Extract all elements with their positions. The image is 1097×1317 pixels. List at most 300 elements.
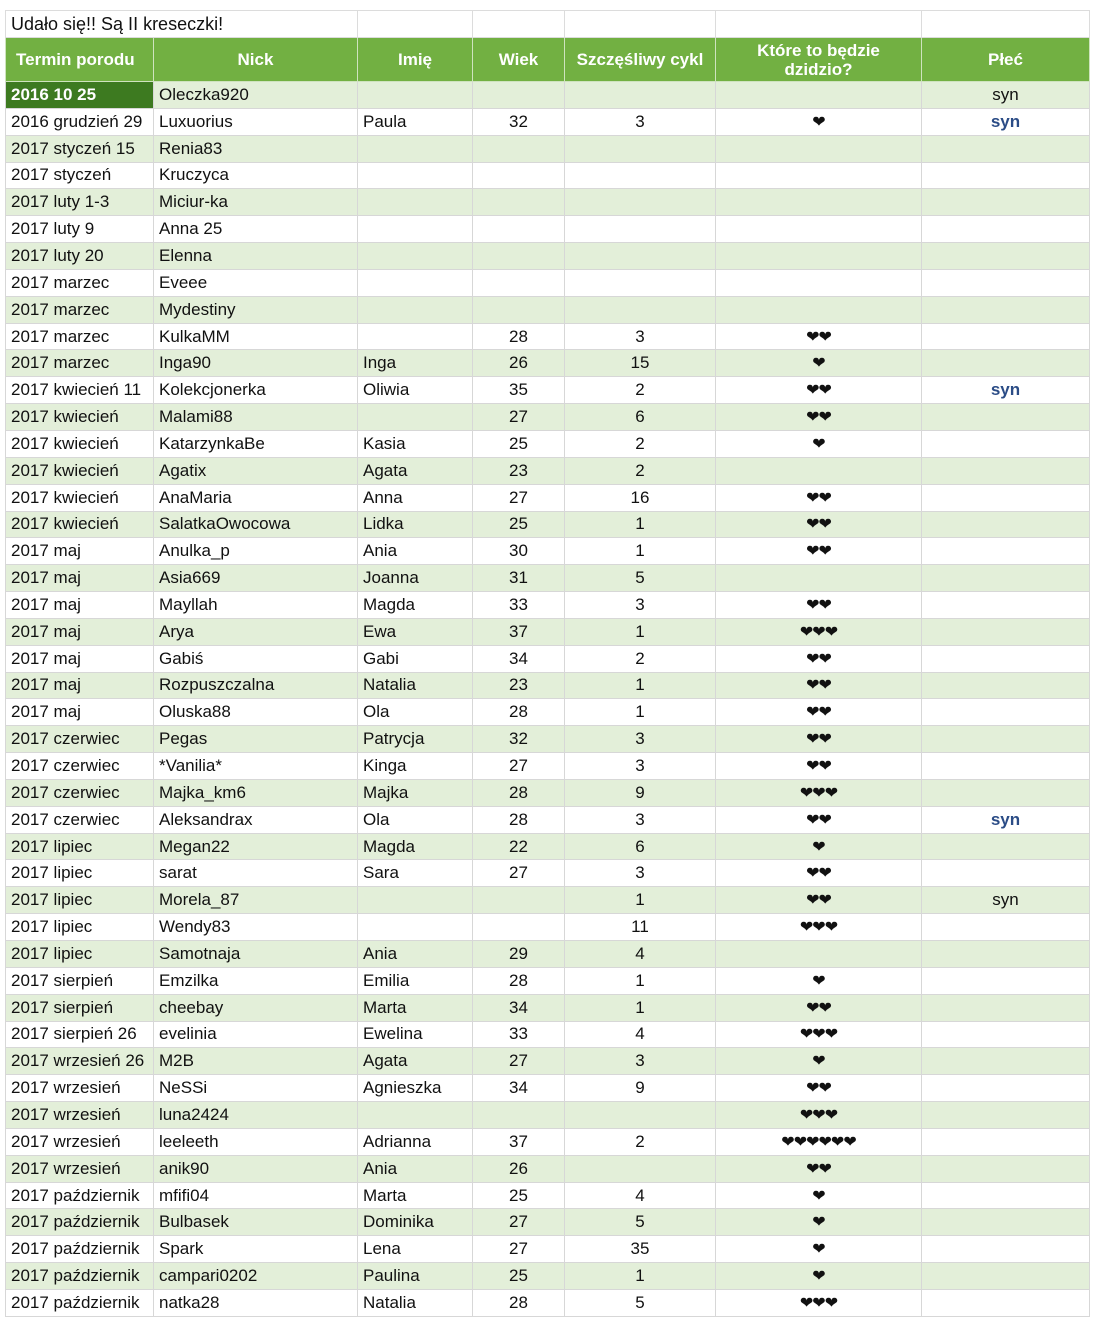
cell-imie[interactable]: Dominika <box>358 1209 473 1236</box>
cell-termin[interactable]: 2017 lipiec <box>6 860 154 887</box>
cell-nick[interactable]: leeleeth <box>154 1128 358 1155</box>
cell-cykl[interactable]: 11 <box>565 914 716 941</box>
cell-cykl[interactable]: 1 <box>565 538 716 565</box>
cell-plec[interactable] <box>922 296 1090 323</box>
cell-plec[interactable] <box>922 1209 1090 1236</box>
cell-termin[interactable]: 2017 maj <box>6 618 154 645</box>
cell-imie[interactable] <box>358 914 473 941</box>
sheet-title[interactable]: Udało się!! Są II kreseczki! <box>6 11 358 38</box>
cell-wiek[interactable] <box>473 135 565 162</box>
cell-wiek[interactable]: 31 <box>473 565 565 592</box>
cell-plec[interactable]: syn <box>922 806 1090 833</box>
cell-plec[interactable] <box>922 1102 1090 1129</box>
cell-plec[interactable] <box>922 1128 1090 1155</box>
cell-nick[interactable]: NeSSi <box>154 1075 358 1102</box>
cell-cykl[interactable] <box>565 162 716 189</box>
cell-termin[interactable]: 2017 maj <box>6 645 154 672</box>
cell-cykl[interactable]: 6 <box>565 833 716 860</box>
cell-plec[interactable] <box>922 1155 1090 1182</box>
cell-termin[interactable]: 2017 styczeń <box>6 162 154 189</box>
cell-cykl[interactable]: 4 <box>565 1182 716 1209</box>
cell-cykl[interactable]: 1 <box>565 967 716 994</box>
cell-wiek[interactable]: 26 <box>473 350 565 377</box>
cell-imie[interactable]: Ola <box>358 806 473 833</box>
cell-imie[interactable] <box>358 296 473 323</box>
cell-termin[interactable]: 2017 maj <box>6 538 154 565</box>
cell-dzidzio[interactable] <box>716 269 922 296</box>
cell-wiek[interactable]: 37 <box>473 1128 565 1155</box>
cell-imie[interactable] <box>358 269 473 296</box>
header-termin-porodu[interactable]: Termin porodu <box>6 38 154 82</box>
cell-imie[interactable]: Marta <box>358 994 473 1021</box>
title-empty-cell[interactable] <box>565 11 716 38</box>
cell-wiek[interactable]: 25 <box>473 430 565 457</box>
cell-cykl[interactable]: 15 <box>565 350 716 377</box>
cell-imie[interactable] <box>358 323 473 350</box>
cell-termin[interactable]: 2017 sierpień <box>6 994 154 1021</box>
header-ktore-dzidzio[interactable]: Które to będzie dzidzio? <box>716 38 922 82</box>
cell-cykl[interactable]: 5 <box>565 1289 716 1316</box>
cell-nick[interactable]: Gabiś <box>154 645 358 672</box>
cell-dzidzio[interactable] <box>716 753 922 780</box>
cell-nick[interactable]: evelinia <box>154 1021 358 1048</box>
cell-wiek[interactable]: 27 <box>473 1236 565 1263</box>
title-empty-cell[interactable] <box>358 11 473 38</box>
cell-cykl[interactable]: 6 <box>565 404 716 431</box>
cell-dzidzio[interactable] <box>716 1289 922 1316</box>
cell-termin[interactable]: 2017 maj <box>6 672 154 699</box>
cell-wiek[interactable]: 25 <box>473 511 565 538</box>
cell-imie[interactable]: Joanna <box>358 565 473 592</box>
cell-cykl[interactable]: 3 <box>565 753 716 780</box>
cell-cykl[interactable]: 2 <box>565 377 716 404</box>
cell-plec[interactable] <box>922 618 1090 645</box>
cell-plec[interactable] <box>922 511 1090 538</box>
cell-plec[interactable] <box>922 1289 1090 1316</box>
cell-dzidzio[interactable] <box>716 645 922 672</box>
cell-imie[interactable]: Oliwia <box>358 377 473 404</box>
cell-termin[interactable]: 2017 lipiec <box>6 941 154 968</box>
cell-imie[interactable]: Paulina <box>358 1263 473 1290</box>
cell-nick[interactable]: M2B <box>154 1048 358 1075</box>
cell-cykl[interactable]: 2 <box>565 430 716 457</box>
cell-plec[interactable] <box>922 457 1090 484</box>
cell-imie[interactable]: Ewa <box>358 618 473 645</box>
cell-imie[interactable]: Patrycja <box>358 726 473 753</box>
cell-dzidzio[interactable] <box>716 430 922 457</box>
cell-wiek[interactable] <box>473 243 565 270</box>
cell-cykl[interactable] <box>565 216 716 243</box>
cell-plec[interactable] <box>922 726 1090 753</box>
cell-imie[interactable]: Natalia <box>358 1289 473 1316</box>
cell-plec[interactable] <box>922 699 1090 726</box>
cell-wiek[interactable]: 27 <box>473 860 565 887</box>
cell-imie[interactable]: Ewelina <box>358 1021 473 1048</box>
cell-plec[interactable] <box>922 1075 1090 1102</box>
cell-nick[interactable]: Morela_87 <box>154 887 358 914</box>
cell-cykl[interactable] <box>565 1155 716 1182</box>
cell-plec[interactable] <box>922 269 1090 296</box>
header-nick[interactable]: Nick <box>154 38 358 82</box>
cell-dzidzio[interactable] <box>716 914 922 941</box>
cell-nick[interactable]: Samotnaja <box>154 941 358 968</box>
cell-wiek[interactable]: 28 <box>473 699 565 726</box>
cell-termin[interactable]: 2017 wrzesień 26 <box>6 1048 154 1075</box>
cell-termin[interactable]: 2017 wrzesień <box>6 1155 154 1182</box>
cell-dzidzio[interactable] <box>716 323 922 350</box>
cell-plec[interactable] <box>922 645 1090 672</box>
cell-dzidzio[interactable] <box>716 135 922 162</box>
title-empty-cell[interactable] <box>473 11 565 38</box>
cell-termin[interactable]: 2017 sierpień 26 <box>6 1021 154 1048</box>
cell-imie[interactable] <box>358 135 473 162</box>
cell-nick[interactable]: SalatkaOwocowa <box>154 511 358 538</box>
cell-nick[interactable]: Kolekcjonerka <box>154 377 358 404</box>
cell-dzidzio[interactable] <box>716 618 922 645</box>
cell-plec[interactable] <box>922 538 1090 565</box>
cell-nick[interactable]: Miciur-ka <box>154 189 358 216</box>
cell-nick[interactable]: anik90 <box>154 1155 358 1182</box>
cell-termin[interactable]: 2016 grudzień 29 <box>6 108 154 135</box>
cell-plec[interactable] <box>922 672 1090 699</box>
cell-nick[interactable]: Megan22 <box>154 833 358 860</box>
cell-imie[interactable]: Magda <box>358 833 473 860</box>
cell-nick[interactable]: Spark <box>154 1236 358 1263</box>
cell-dzidzio[interactable] <box>716 994 922 1021</box>
cell-plec[interactable] <box>922 404 1090 431</box>
header-wiek[interactable]: Wiek <box>473 38 565 82</box>
cell-imie[interactable]: Majka <box>358 779 473 806</box>
cell-termin[interactable]: 2017 kwiecień <box>6 484 154 511</box>
cell-termin[interactable]: 2017 marzec <box>6 350 154 377</box>
cell-nick[interactable]: Anna 25 <box>154 216 358 243</box>
cell-wiek[interactable]: 27 <box>473 1048 565 1075</box>
cell-wiek[interactable]: 29 <box>473 941 565 968</box>
cell-dzidzio[interactable] <box>716 457 922 484</box>
cell-dzidzio[interactable] <box>716 296 922 323</box>
cell-nick[interactable]: natka28 <box>154 1289 358 1316</box>
cell-cykl[interactable]: 1 <box>565 618 716 645</box>
cell-nick[interactable]: Luxuorius <box>154 108 358 135</box>
cell-cykl[interactable] <box>565 243 716 270</box>
cell-dzidzio[interactable] <box>716 592 922 619</box>
cell-dzidzio[interactable] <box>716 1102 922 1129</box>
cell-plec[interactable] <box>922 216 1090 243</box>
cell-termin[interactable]: 2017 marzec <box>6 269 154 296</box>
cell-wiek[interactable]: 28 <box>473 1289 565 1316</box>
cell-cykl[interactable] <box>565 296 716 323</box>
cell-imie[interactable]: Natalia <box>358 672 473 699</box>
cell-nick[interactable]: *Vanilia* <box>154 753 358 780</box>
cell-nick[interactable]: Majka_km6 <box>154 779 358 806</box>
cell-imie[interactable] <box>358 162 473 189</box>
cell-termin[interactable]: 2016 10 25 <box>6 82 154 109</box>
cell-dzidzio[interactable] <box>716 779 922 806</box>
cell-plec[interactable] <box>922 162 1090 189</box>
cell-plec[interactable] <box>922 484 1090 511</box>
cell-imie[interactable]: Agata <box>358 1048 473 1075</box>
cell-wiek[interactable]: 34 <box>473 1075 565 1102</box>
cell-termin[interactable]: 2017 kwiecień <box>6 404 154 431</box>
cell-cykl[interactable] <box>565 135 716 162</box>
cell-termin[interactable]: 2017 wrzesień <box>6 1102 154 1129</box>
cell-nick[interactable]: Arya <box>154 618 358 645</box>
cell-imie[interactable] <box>358 1102 473 1129</box>
cell-termin[interactable]: 2017 kwiecień <box>6 457 154 484</box>
cell-dzidzio[interactable] <box>716 1209 922 1236</box>
cell-nick[interactable]: Oleczka920 <box>154 82 358 109</box>
cell-imie[interactable]: Ania <box>358 1155 473 1182</box>
cell-termin[interactable]: 2017 sierpień <box>6 967 154 994</box>
cell-wiek[interactable]: 32 <box>473 726 565 753</box>
cell-cykl[interactable]: 9 <box>565 779 716 806</box>
cell-plec[interactable] <box>922 860 1090 887</box>
cell-termin[interactable]: 2017 czerwiec <box>6 753 154 780</box>
cell-plec[interactable] <box>922 1182 1090 1209</box>
cell-imie[interactable]: Paula <box>358 108 473 135</box>
cell-nick[interactable]: Agatix <box>154 457 358 484</box>
cell-cykl[interactable]: 1 <box>565 1263 716 1290</box>
cell-wiek[interactable] <box>473 296 565 323</box>
cell-termin[interactable]: 2017 lipiec <box>6 887 154 914</box>
cell-imie[interactable] <box>358 216 473 243</box>
cell-termin[interactable]: 2017 marzec <box>6 296 154 323</box>
cell-dzidzio[interactable] <box>716 377 922 404</box>
cell-termin[interactable]: 2017 kwiecień <box>6 511 154 538</box>
cell-dzidzio[interactable] <box>716 511 922 538</box>
cell-nick[interactable]: Aleksandrax <box>154 806 358 833</box>
header-imie[interactable]: Imię <box>358 38 473 82</box>
cell-cykl[interactable]: 1 <box>565 994 716 1021</box>
cell-wiek[interactable]: 32 <box>473 108 565 135</box>
header-plec[interactable]: Płeć <box>922 38 1090 82</box>
cell-cykl[interactable]: 3 <box>565 323 716 350</box>
cell-wiek[interactable]: 23 <box>473 672 565 699</box>
cell-imie[interactable]: Ola <box>358 699 473 726</box>
cell-imie[interactable]: Ania <box>358 538 473 565</box>
cell-termin[interactable]: 2017 październik <box>6 1182 154 1209</box>
cell-nick[interactable]: Anulka_p <box>154 538 358 565</box>
cell-imie[interactable]: Emilia <box>358 967 473 994</box>
cell-nick[interactable]: Kruczyca <box>154 162 358 189</box>
cell-cykl[interactable]: 2 <box>565 457 716 484</box>
cell-wiek[interactable] <box>473 914 565 941</box>
cell-dzidzio[interactable] <box>716 350 922 377</box>
cell-wiek[interactable] <box>473 216 565 243</box>
cell-imie[interactable]: Agata <box>358 457 473 484</box>
cell-cykl[interactable]: 5 <box>565 1209 716 1236</box>
cell-wiek[interactable]: 28 <box>473 779 565 806</box>
cell-plec[interactable] <box>922 243 1090 270</box>
cell-dzidzio[interactable] <box>716 216 922 243</box>
cell-nick[interactable]: AnaMaria <box>154 484 358 511</box>
cell-termin[interactable]: 2017 październik <box>6 1209 154 1236</box>
cell-wiek[interactable]: 27 <box>473 753 565 780</box>
cell-dzidzio[interactable] <box>716 484 922 511</box>
cell-termin[interactable]: 2017 maj <box>6 699 154 726</box>
cell-termin[interactable]: 2017 maj <box>6 592 154 619</box>
cell-wiek[interactable]: 23 <box>473 457 565 484</box>
cell-dzidzio[interactable] <box>716 726 922 753</box>
cell-cykl[interactable]: 3 <box>565 860 716 887</box>
cell-cykl[interactable]: 1 <box>565 699 716 726</box>
cell-termin[interactable]: 2017 czerwiec <box>6 779 154 806</box>
cell-plec[interactable] <box>922 1263 1090 1290</box>
cell-nick[interactable]: KatarzynkaBe <box>154 430 358 457</box>
cell-imie[interactable]: Lidka <box>358 511 473 538</box>
cell-dzidzio[interactable] <box>716 672 922 699</box>
cell-termin[interactable]: 2017 lipiec <box>6 914 154 941</box>
cell-imie[interactable]: Magda <box>358 592 473 619</box>
cell-wiek[interactable]: 27 <box>473 1209 565 1236</box>
cell-nick[interactable]: Oluska88 <box>154 699 358 726</box>
cell-dzidzio[interactable] <box>716 967 922 994</box>
cell-wiek[interactable]: 25 <box>473 1263 565 1290</box>
cell-plec[interactable] <box>922 1021 1090 1048</box>
cell-plec[interactable] <box>922 779 1090 806</box>
cell-plec[interactable]: syn <box>922 377 1090 404</box>
cell-plec[interactable] <box>922 1048 1090 1075</box>
cell-wiek[interactable]: 28 <box>473 806 565 833</box>
cell-plec[interactable] <box>922 565 1090 592</box>
cell-cykl[interactable]: 3 <box>565 806 716 833</box>
cell-wiek[interactable] <box>473 189 565 216</box>
cell-imie[interactable]: Kinga <box>358 753 473 780</box>
cell-dzidzio[interactable] <box>716 1182 922 1209</box>
cell-imie[interactable]: Anna <box>358 484 473 511</box>
cell-termin[interactable]: 2017 maj <box>6 565 154 592</box>
cell-plec[interactable] <box>922 1236 1090 1263</box>
cell-cykl[interactable]: 2 <box>565 1128 716 1155</box>
header-szczesliwy-cykl[interactable]: Szczęśliwy cykl <box>565 38 716 82</box>
cell-imie[interactable]: Lena <box>358 1236 473 1263</box>
cell-nick[interactable]: Inga90 <box>154 350 358 377</box>
cell-termin[interactable]: 2017 luty 9 <box>6 216 154 243</box>
cell-plec[interactable] <box>922 941 1090 968</box>
cell-plec[interactable] <box>922 323 1090 350</box>
cell-nick[interactable]: Asia669 <box>154 565 358 592</box>
cell-dzidzio[interactable] <box>716 699 922 726</box>
cell-cykl[interactable] <box>565 1102 716 1129</box>
cell-cykl[interactable]: 3 <box>565 108 716 135</box>
cell-dzidzio[interactable] <box>716 538 922 565</box>
cell-nick[interactable]: luna2424 <box>154 1102 358 1129</box>
cell-cykl[interactable]: 3 <box>565 592 716 619</box>
cell-termin[interactable]: 2017 październik <box>6 1263 154 1290</box>
title-empty-cell[interactable] <box>716 11 922 38</box>
cell-dzidzio[interactable] <box>716 82 922 109</box>
cell-plec[interactable] <box>922 189 1090 216</box>
cell-termin[interactable]: 2017 lipiec <box>6 833 154 860</box>
cell-cykl[interactable]: 4 <box>565 1021 716 1048</box>
cell-nick[interactable]: sarat <box>154 860 358 887</box>
cell-nick[interactable]: Bulbasek <box>154 1209 358 1236</box>
cell-termin[interactable]: 2017 czerwiec <box>6 726 154 753</box>
cell-dzidzio[interactable] <box>716 108 922 135</box>
cell-termin[interactable]: 2017 wrzesień <box>6 1128 154 1155</box>
cell-imie[interactable] <box>358 243 473 270</box>
cell-plec[interactable] <box>922 430 1090 457</box>
cell-wiek[interactable]: 34 <box>473 994 565 1021</box>
cell-wiek[interactable]: 27 <box>473 404 565 431</box>
cell-termin[interactable]: 2017 październik <box>6 1289 154 1316</box>
cell-dzidzio[interactable] <box>716 941 922 968</box>
cell-nick[interactable]: Eveee <box>154 269 358 296</box>
cell-wiek[interactable]: 22 <box>473 833 565 860</box>
cell-dzidzio[interactable] <box>716 1236 922 1263</box>
cell-cykl[interactable]: 1 <box>565 511 716 538</box>
cell-dzidzio[interactable] <box>716 565 922 592</box>
cell-cykl[interactable]: 1 <box>565 672 716 699</box>
cell-dzidzio[interactable] <box>716 1048 922 1075</box>
cell-termin[interactable]: 2017 czerwiec <box>6 806 154 833</box>
cell-nick[interactable]: Wendy83 <box>154 914 358 941</box>
cell-plec[interactable] <box>922 135 1090 162</box>
cell-nick[interactable]: campari0202 <box>154 1263 358 1290</box>
cell-termin[interactable]: 2017 luty 1-3 <box>6 189 154 216</box>
cell-dzidzio[interactable] <box>716 887 922 914</box>
cell-dzidzio[interactable] <box>716 860 922 887</box>
cell-plec[interactable] <box>922 592 1090 619</box>
cell-wiek[interactable]: 30 <box>473 538 565 565</box>
cell-imie[interactable] <box>358 404 473 431</box>
cell-nick[interactable]: Pegas <box>154 726 358 753</box>
cell-cykl[interactable]: 3 <box>565 1048 716 1075</box>
cell-cykl[interactable] <box>565 269 716 296</box>
cell-dzidzio[interactable] <box>716 1263 922 1290</box>
cell-wiek[interactable] <box>473 269 565 296</box>
cell-termin[interactable]: 2017 październik <box>6 1236 154 1263</box>
cell-wiek[interactable] <box>473 1102 565 1129</box>
cell-imie[interactable]: Adrianna <box>358 1128 473 1155</box>
cell-cykl[interactable]: 16 <box>565 484 716 511</box>
cell-plec[interactable] <box>922 833 1090 860</box>
cell-cykl[interactable]: 1 <box>565 887 716 914</box>
cell-imie[interactable]: Gabi <box>358 645 473 672</box>
cell-nick[interactable]: Emzilka <box>154 967 358 994</box>
cell-wiek[interactable]: 35 <box>473 377 565 404</box>
cell-nick[interactable]: Mydestiny <box>154 296 358 323</box>
cell-cykl[interactable] <box>565 82 716 109</box>
cell-nick[interactable]: Elenna <box>154 243 358 270</box>
cell-dzidzio[interactable] <box>716 243 922 270</box>
cell-plec[interactable] <box>922 914 1090 941</box>
cell-cykl[interactable]: 9 <box>565 1075 716 1102</box>
cell-wiek[interactable] <box>473 82 565 109</box>
cell-imie[interactable] <box>358 887 473 914</box>
cell-cykl[interactable]: 35 <box>565 1236 716 1263</box>
cell-wiek[interactable]: 28 <box>473 967 565 994</box>
cell-nick[interactable]: Mayllah <box>154 592 358 619</box>
cell-wiek[interactable]: 25 <box>473 1182 565 1209</box>
cell-wiek[interactable]: 33 <box>473 1021 565 1048</box>
cell-termin[interactable]: 2017 marzec <box>6 323 154 350</box>
cell-termin[interactable]: 2017 styczeń 15 <box>6 135 154 162</box>
cell-wiek[interactable]: 28 <box>473 323 565 350</box>
title-empty-cell[interactable] <box>922 11 1090 38</box>
cell-dzidzio[interactable] <box>716 1128 922 1155</box>
cell-plec[interactable]: syn <box>922 108 1090 135</box>
cell-wiek[interactable]: 27 <box>473 484 565 511</box>
cell-nick[interactable]: Rozpuszczalna <box>154 672 358 699</box>
cell-dzidzio[interactable] <box>716 1021 922 1048</box>
cell-imie[interactable]: Ania <box>358 941 473 968</box>
cell-dzidzio[interactable] <box>716 1075 922 1102</box>
cell-wiek[interactable]: 34 <box>473 645 565 672</box>
cell-plec[interactable] <box>922 994 1090 1021</box>
cell-dzidzio[interactable] <box>716 189 922 216</box>
cell-imie[interactable]: Agnieszka <box>358 1075 473 1102</box>
